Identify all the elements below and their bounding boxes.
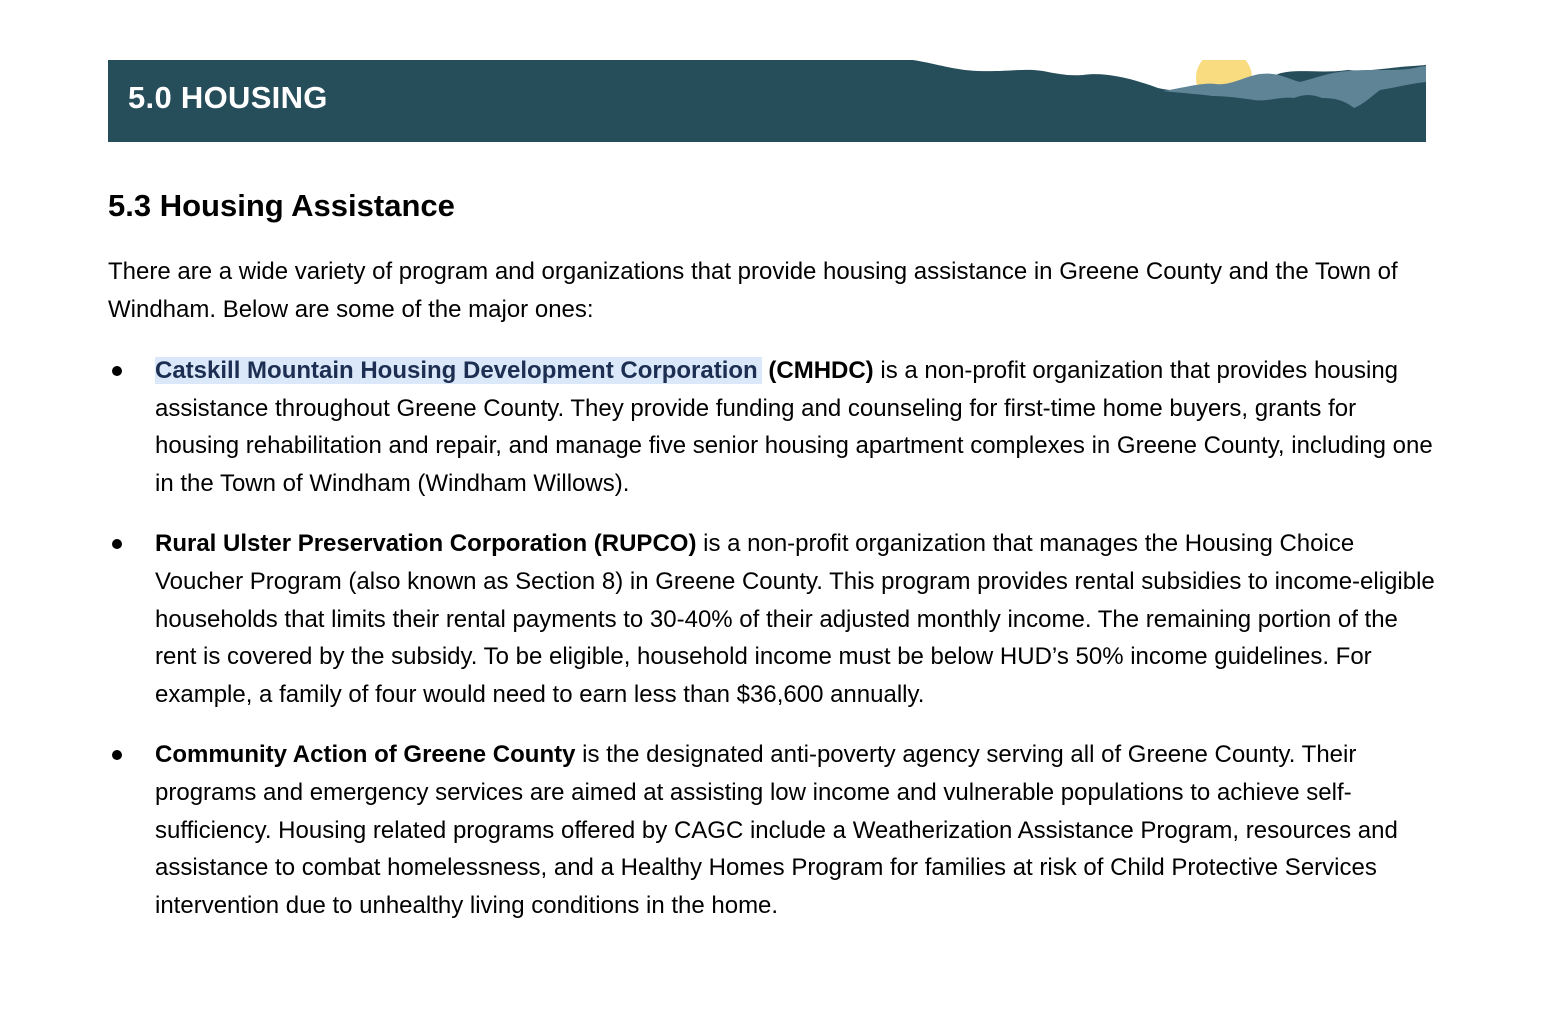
list-item-cagc [108,736,1438,924]
list-item-cmhdc [108,352,1438,502]
org-description: is the designated anti-poverty agency serving all of Greene County. Their programs and emergency services are aimed at assisting low income and vulnerable populations to achieve self-sufficiency. Housing related programs offered by CAGC include a Weatherization Assistance Program, resources and assistance to combat homelessness, and a Healthy Homes Program for families at risk of Child Protective Services intervention due to unhealthy living conditions in the home. [155,741,1398,919]
list-item-rupco [108,525,1438,713]
intro-paragraph: There are a wide variety of program and organizations that provide housing assistance in Greene County and the Town of Windham. Below are some of the major ones: [108,258,1398,323]
org-acronym: (CMHDC) [761,357,874,384]
org-name-highlighted[interactable]: Catskill Mountain Housing Development Corporation [155,357,762,384]
bullet-icon [112,366,122,376]
chapter-banner [108,60,1426,142]
org-name: Rural Ulster Preservation Corporation (RUPCO) [155,530,697,558]
bullet-icon [112,539,122,549]
org-description: is a non-profit organization that provides housing assistance throughout Greene County. They provide funding and counseling for first-time home buyers, grants for housing rehabilitation and repair, and manage five senior housing apartment complexes in Greene County, including one in the Town of Windham (Windham Willows). [155,357,1433,497]
org-name: Community Action of Greene County [155,741,576,769]
bullet-icon [112,750,122,760]
chapter-title: 5.0 HOUSING [128,80,328,115]
section-heading: 5.3 Housing Assistance [108,188,455,223]
program-list [108,352,1438,947]
org-description: is a non-profit organization that manages the Housing Choice Voucher Program (also known as Section 8) in Greene County. This program provides rental subsidies to income-eligible households that limits their rental payments to 30-40% of their adjusted monthly income. The remaining portion of the rent is covered by the subsidy. To be eligible, household income must be below HUD’s 50% income guidelines. For example, a family of four would need to earn less than $36,600 annually. [155,530,1435,708]
